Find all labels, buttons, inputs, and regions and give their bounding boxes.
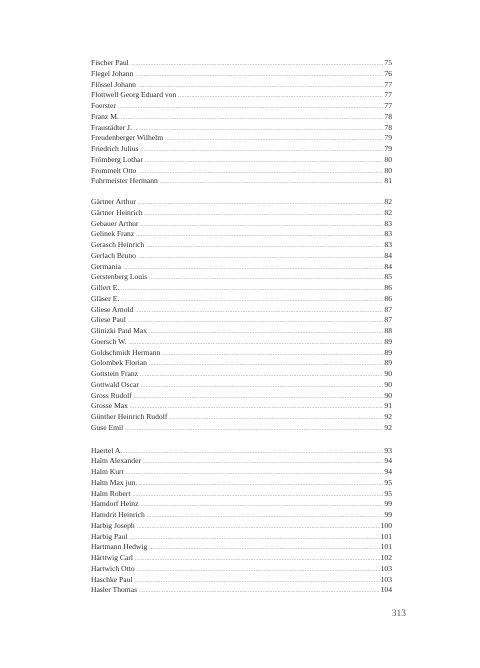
entry-page: 83 [384,218,392,228]
dot-leader [140,146,383,157]
entry-name: Guse Emil [91,422,124,432]
dot-leader [137,523,380,534]
dot-leader [138,253,383,264]
dot-leader [123,264,383,275]
index-entry [91,585,392,596]
dot-leader [169,414,383,425]
entry-name: Hamdorf Heinz [91,499,139,509]
dot-leader [145,157,383,168]
entry-page: 95 [384,488,392,498]
entry-page: 90 [384,390,392,400]
entry-page: 83 [384,229,392,239]
index-entry [91,542,392,553]
dot-leader [124,448,383,459]
entry-page: 93 [384,445,392,455]
index-entry [91,315,392,326]
entry-name: Gliese Paul [91,315,126,325]
entry-page: 77 [384,79,392,89]
entry-name: Halm Robert [91,488,131,498]
index-entry [91,326,392,337]
entry-page: 101 [380,531,392,541]
index-entry [91,510,392,521]
index-entry [91,123,392,134]
page-number: 313 [391,609,406,619]
entry-page: 78 [384,111,392,121]
index-entry [91,348,392,359]
index-entry [91,176,392,187]
entry-name: Gottwald Oscar [91,379,139,389]
dot-leader [135,555,380,566]
dot-leader [128,339,383,350]
index-entry [91,575,392,586]
entry-name: Goldschmidt Hermann [91,347,161,357]
entry-name: Haertel A. [91,445,123,455]
entry-page: 80 [384,165,392,175]
dot-leader [149,360,384,371]
entry-page: 81 [384,176,392,186]
index-entry [91,262,392,273]
entry-page: 83 [384,240,392,249]
entry-name: Friedrich Julius [91,144,139,153]
index-entry [91,133,392,144]
entry-page: 89 [384,347,392,357]
index-group [91,446,392,597]
entry-name: Gebauer Arthur [91,218,139,228]
dot-leader [135,577,380,588]
dot-leader [121,285,383,296]
index-entry [91,401,392,412]
entry-name: Fuhrmeister Hermann [91,176,158,186]
dot-leader [135,71,383,82]
index-entry [91,337,392,348]
entry-page: 79 [384,133,392,143]
entry-name: Haschke Paul [91,574,133,584]
entry-page: 76 [384,68,392,78]
dot-leader [137,566,380,577]
index-entry [91,412,392,423]
dot-leader [118,103,384,114]
entry-name: Freudenberger Wilhelm [91,133,164,143]
index-entry [91,423,392,434]
index-entry [91,391,392,402]
index-entry [91,101,392,112]
entry-page: 90 [384,369,392,378]
dot-leader [141,382,384,393]
index-entry [91,219,392,230]
dot-leader [135,307,383,318]
entry-page: 89 [384,336,392,346]
entry-name: Harbig Joseph [91,520,135,530]
index-entry [91,467,392,478]
index-entry [91,489,392,500]
entry-page: 77 [384,101,392,110]
entry-page: 87 [384,304,392,314]
entry-name: Grosse Max [91,401,128,411]
dot-leader [121,296,383,307]
index-entry [91,358,392,369]
entry-name: Halm Max jun. [91,477,138,487]
entry-name: Germania [91,261,121,271]
dot-leader [134,393,384,404]
entry-page: 104 [380,585,392,595]
dot-leader [178,92,383,103]
dot-leader [121,114,384,125]
dot-leader [139,480,383,491]
entry-page: 82 [384,197,392,206]
entry-page: 80 [384,154,392,164]
index-entry [91,283,392,294]
dot-leader [160,178,384,189]
dot-leader [125,425,383,436]
index-entry [91,380,392,391]
entry-page: 82 [384,207,392,217]
entry-name: Günther Heinrich Rudolf [91,412,168,421]
entry-page: 99 [384,499,392,509]
entry-page: 84 [384,250,392,260]
entry-page: 86 [384,293,392,303]
entry-name: Foerster [91,101,116,110]
entry-page: 84 [384,261,392,271]
entry-name: Halm Kurt [91,467,124,476]
dot-leader [139,587,380,598]
index-entry [91,58,392,69]
index-group [91,197,392,434]
entry-page: 90 [384,379,392,389]
entry-page: 87 [384,315,392,325]
index-entry [91,112,392,123]
dot-leader [149,328,383,339]
entry-page: 103 [380,574,392,584]
entry-name: Halm Alexander [91,456,141,466]
entry-name: Fraustädter J. [91,122,132,132]
entry-page: 85 [384,272,392,282]
index-group [91,58,392,187]
dot-leader [140,221,383,232]
dot-leader [147,512,384,523]
dot-leader [145,210,384,221]
entry-name: Gerstenberg Louis [91,272,148,282]
index-entry [91,144,392,155]
entry-page: 94 [384,467,392,476]
entry-page: 101 [380,542,392,552]
entry-name: Gerlach Bruno [91,250,136,260]
index-entry [91,305,392,316]
dot-leader [140,501,383,512]
dot-leader [131,60,384,71]
entry-name: Frömberg Lothar [91,154,143,164]
index-column [91,58,392,596]
index-entry [91,446,392,457]
entry-page: 89 [384,358,392,368]
dot-leader [149,544,379,555]
index-entry [91,229,392,240]
entry-name: Gillert E. [91,283,120,292]
entry-name: Golombek Florian [91,358,147,368]
dot-leader [146,242,383,253]
dot-leader [162,350,383,361]
index-entry [91,521,392,532]
entry-page: 77 [384,90,392,100]
index-entry [91,69,392,80]
entry-page: 100 [380,520,392,530]
entry-name: Goersch W. [91,336,127,346]
entry-page: 91 [384,401,392,411]
entry-page: 79 [384,144,392,153]
dot-leader [136,231,383,242]
index-entry [91,90,392,101]
index-entry [91,532,392,543]
index-entry [91,294,392,305]
entry-name: Gross Rudolf [91,390,132,400]
entry-name: Frommelt Otto [91,165,137,175]
entry-name: Flegel Johann [91,68,134,78]
index-entry [91,240,392,251]
entry-page: 95 [384,477,392,487]
entry-name: Gliese Arnold [91,304,134,314]
entry-page: 86 [384,283,392,292]
dot-leader [138,168,383,179]
entry-page: 102 [380,553,392,562]
entry-name: Hartmann Hedwig [91,542,148,552]
entry-name: Gläser E. [91,293,120,303]
index-entry [91,369,392,380]
entry-name: Gärtner Arthur [91,197,136,206]
index-entry [91,564,392,575]
entry-name: Glinizki Paul Max [91,326,148,335]
entry-page: 94 [384,456,392,466]
index-entry [91,251,392,262]
dot-leader [128,317,384,328]
entry-page: 75 [384,58,392,67]
entry-page: 103 [380,563,392,573]
entry-page: 99 [384,510,392,519]
index-entry [91,478,392,489]
index-entry [91,80,392,91]
index-entry [91,499,392,510]
index-entry [91,553,392,564]
entry-name: Gottstein Franz [91,369,139,378]
dot-leader [138,199,383,210]
dot-leader [149,274,383,285]
dot-leader [126,469,384,480]
dot-leader [165,135,383,146]
dot-leader [130,534,380,545]
entry-name: Hasler Thomas [91,585,138,595]
entry-name: Flottwell Georg Eduard von [91,90,177,100]
index-entry [91,272,392,283]
dot-leader [140,371,383,382]
dot-leader [143,458,383,469]
index-entry [91,456,392,467]
entry-name: Gärtner Heinrich [91,207,143,217]
entry-name: Harbig Paul [91,531,128,541]
entry-name: Härttwig Carl [91,553,133,562]
entry-page: 78 [384,122,392,132]
entry-page: 88 [384,326,392,335]
entry-name: Franz M. [91,111,119,121]
index-entry [91,208,392,219]
dot-leader [132,491,383,502]
entry-page: 92 [384,412,392,421]
entry-name: Hartwich Otto [91,563,135,573]
entry-page: 92 [384,422,392,432]
index-entry [91,197,392,208]
entry-name: Gelinek Franz [91,229,135,239]
dot-leader [134,125,383,136]
entry-name: Fischer Paul [91,58,129,67]
entry-name: Gerasch Heinrich [91,240,145,249]
entry-name: Flössel Johann [91,79,136,89]
index-entry [91,155,392,166]
index-entry [91,166,392,177]
entry-name: Hamdrit Heinrich [91,510,145,519]
